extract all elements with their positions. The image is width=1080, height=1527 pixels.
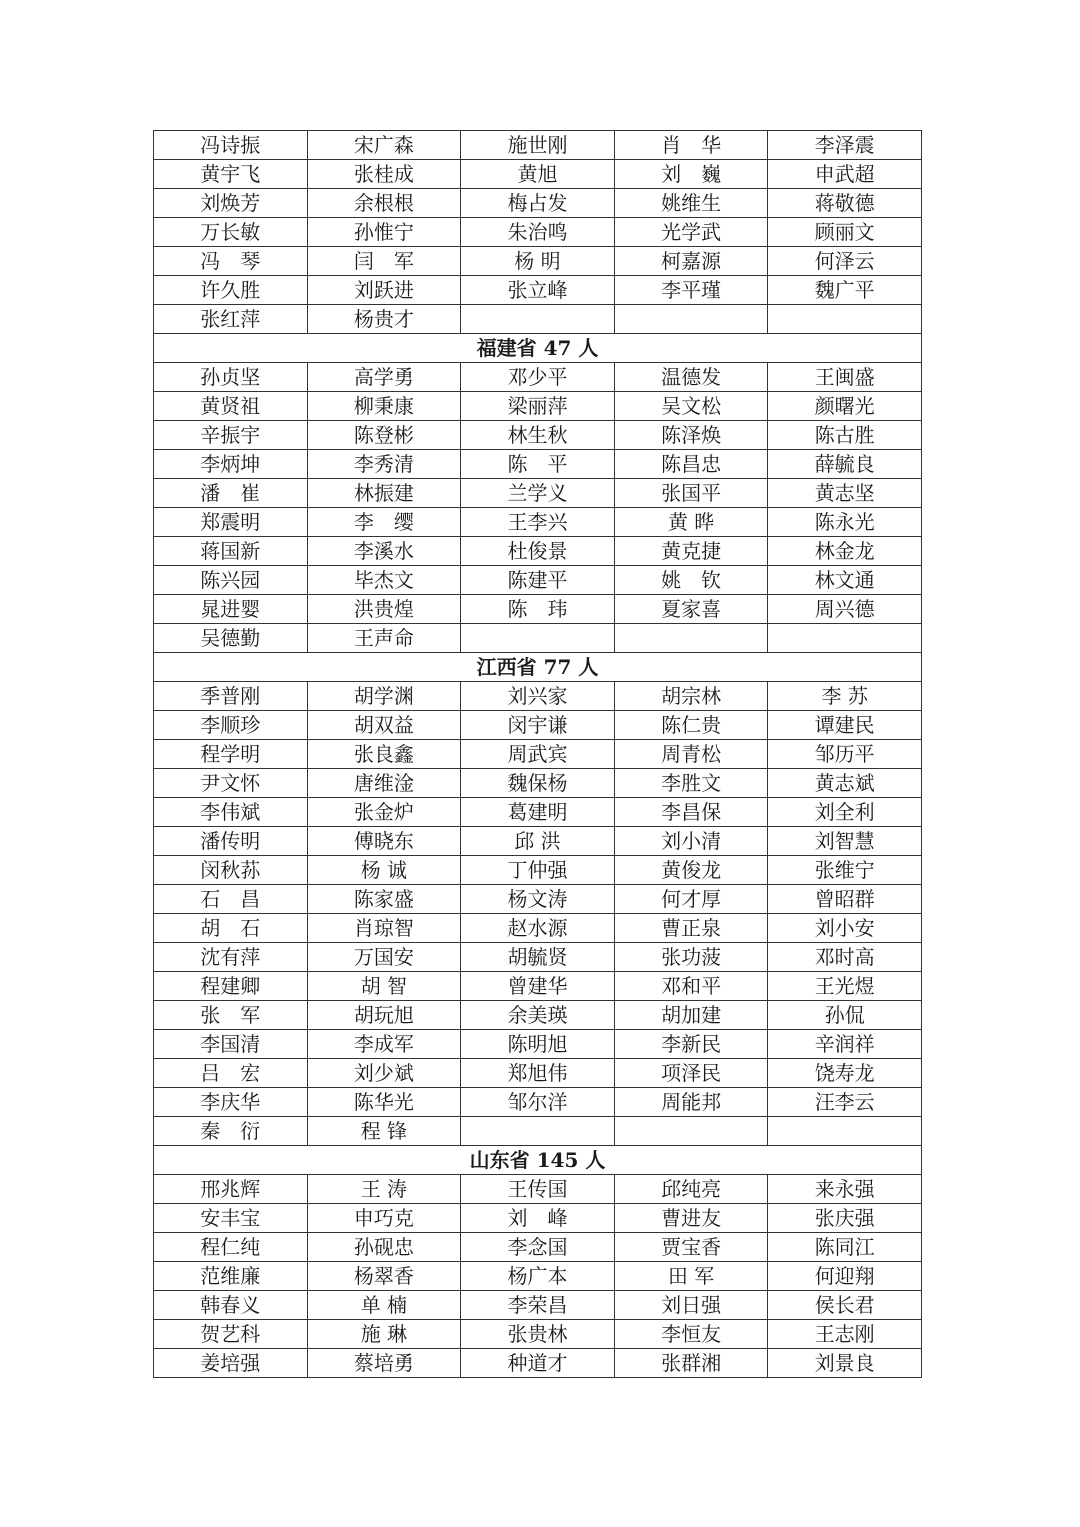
- name-cell: 陈 平: [461, 450, 615, 479]
- table-row: [154, 537, 922, 566]
- name-cell: 施世刚: [461, 131, 615, 160]
- name-cell: 胡玩旭: [307, 1001, 461, 1030]
- table-row: [154, 1175, 922, 1204]
- name-cell: 吕 宏: [154, 1059, 308, 1088]
- name-cell: 张维宁: [768, 856, 922, 885]
- name-cell: 梁丽萍: [461, 392, 615, 421]
- name-cell: 姜培强: [154, 1349, 308, 1378]
- name-cell: 刘景良: [768, 1349, 922, 1378]
- name-cell: 潘传明: [154, 827, 308, 856]
- table-row: [154, 1117, 922, 1146]
- name-cell: 朱治鸣: [461, 218, 615, 247]
- name-cell: [768, 305, 922, 334]
- name-cell: 张 军: [154, 1001, 308, 1030]
- name-cell: 刘兴家: [461, 682, 615, 711]
- name-cell: 冯 琴: [154, 247, 308, 276]
- table-row: [154, 479, 922, 508]
- name-cell: 种道才: [461, 1349, 615, 1378]
- name-cell: 陈泽焕: [614, 421, 768, 450]
- name-cell: 李秀清: [307, 450, 461, 479]
- name-cell: 夏家喜: [614, 595, 768, 624]
- name-cell: 曹进友: [614, 1204, 768, 1233]
- name-cell: 孙砚忠: [307, 1233, 461, 1262]
- name-cell: 张桂成: [307, 160, 461, 189]
- name-cell: 胡双益: [307, 711, 461, 740]
- name-cell: 张功菠: [614, 943, 768, 972]
- name-cell: 刘少斌: [307, 1059, 461, 1088]
- name-cell: 周能邦: [614, 1088, 768, 1117]
- name-cell: 何泽云: [768, 247, 922, 276]
- name-cell: 黄志坚: [768, 479, 922, 508]
- table-row: [154, 566, 922, 595]
- name-cell: 光学武: [614, 218, 768, 247]
- name-cell: 张贵林: [461, 1320, 615, 1349]
- name-cell: 冯诗振: [154, 131, 308, 160]
- name-cell: 柯嘉源: [614, 247, 768, 276]
- name-cell: 薛毓良: [768, 450, 922, 479]
- name-cell: 王李兴: [461, 508, 615, 537]
- name-cell: 安丰宝: [154, 1204, 308, 1233]
- table-row: [154, 595, 922, 624]
- table-row: [154, 798, 922, 827]
- name-cell: 蒋敬德: [768, 189, 922, 218]
- table-row: [154, 160, 922, 189]
- name-cell: 沈有萍: [154, 943, 308, 972]
- province-header-row: [154, 1146, 922, 1175]
- name-cell: 邓时高: [768, 943, 922, 972]
- name-cell: 余美瑛: [461, 1001, 615, 1030]
- table-row: [154, 247, 922, 276]
- name-cell: 刘全利: [768, 798, 922, 827]
- name-cell: 程仁纯: [154, 1233, 308, 1262]
- name-cell: 陈华光: [307, 1088, 461, 1117]
- name-cell: 田 军: [614, 1262, 768, 1291]
- name-cell: 季普刚: [154, 682, 308, 711]
- name-cell: 来永强: [768, 1175, 922, 1204]
- name-cell: 程 锋: [307, 1117, 461, 1146]
- name-cell: 王 涛: [307, 1175, 461, 1204]
- table-row: [154, 1059, 922, 1088]
- name-cell: 孙侃: [768, 1001, 922, 1030]
- name-cell: 李新民: [614, 1030, 768, 1059]
- name-cell: 杨贵才: [307, 305, 461, 334]
- name-cell: 杨 明: [461, 247, 615, 276]
- name-cell: 黄 晔: [614, 508, 768, 537]
- name-cell: 施 琳: [307, 1320, 461, 1349]
- name-cell: 李顺珍: [154, 711, 308, 740]
- name-cell: [461, 305, 615, 334]
- name-cell: [614, 1117, 768, 1146]
- name-cell: 蒋国新: [154, 537, 308, 566]
- table-row: [154, 508, 922, 537]
- name-cell: 何迎翔: [768, 1262, 922, 1291]
- name-cell: 辛润祥: [768, 1030, 922, 1059]
- name-cell: 黄克捷: [614, 537, 768, 566]
- table-row: [154, 914, 922, 943]
- table-row: [154, 131, 922, 160]
- name-cell: 汪李云: [768, 1088, 922, 1117]
- name-cell: 杨 诚: [307, 856, 461, 885]
- name-cell: 陈建平: [461, 566, 615, 595]
- table-row: [154, 1262, 922, 1291]
- table-row: [154, 1030, 922, 1059]
- name-cell: 周武宾: [461, 740, 615, 769]
- table-row: [154, 682, 922, 711]
- name-cell: 胡加建: [614, 1001, 768, 1030]
- name-cell: 石 昌: [154, 885, 308, 914]
- name-cell: 尹文怀: [154, 769, 308, 798]
- name-cell: 李成军: [307, 1030, 461, 1059]
- name-cell: 郑震明: [154, 508, 308, 537]
- table-row: [154, 305, 922, 334]
- name-cell: 闫 军: [307, 247, 461, 276]
- name-cell: 颜曙光: [768, 392, 922, 421]
- name-cell: 王光煜: [768, 972, 922, 1001]
- name-cell: 傅晓东: [307, 827, 461, 856]
- name-cell: 邱纯亮: [614, 1175, 768, 1204]
- name-cell: 刘焕芳: [154, 189, 308, 218]
- name-cell: [614, 305, 768, 334]
- name-cell: 吴德勤: [154, 624, 308, 653]
- name-cell: 陈古胜: [768, 421, 922, 450]
- name-cell: 宋广森: [307, 131, 461, 160]
- name-cell: 洪贵煌: [307, 595, 461, 624]
- name-cell: 韩春义: [154, 1291, 308, 1320]
- name-cell: 林文通: [768, 566, 922, 595]
- table-row: [154, 769, 922, 798]
- name-cell: 李庆华: [154, 1088, 308, 1117]
- name-cell: 邹历平: [768, 740, 922, 769]
- name-cell: 李昌保: [614, 798, 768, 827]
- name-cell: 张国平: [614, 479, 768, 508]
- name-cell: 唐维淦: [307, 769, 461, 798]
- name-cell: 刘小安: [768, 914, 922, 943]
- name-cell: 李泽震: [768, 131, 922, 160]
- name-cell: 陈明旭: [461, 1030, 615, 1059]
- name-cell: 潘 崔: [154, 479, 308, 508]
- name-cell: 余根根: [307, 189, 461, 218]
- name-cell: 孙惟宁: [307, 218, 461, 247]
- name-cell: 温德发: [614, 363, 768, 392]
- name-cell: 申巧克: [307, 1204, 461, 1233]
- name-cell: 曾昭群: [768, 885, 922, 914]
- name-cell: 秦 衍: [154, 1117, 308, 1146]
- name-cell: [461, 1117, 615, 1146]
- name-cell: 贾宝香: [614, 1233, 768, 1262]
- name-cell: 李恒友: [614, 1320, 768, 1349]
- name-cell: 申武超: [768, 160, 922, 189]
- name-cell: 曾建华: [461, 972, 615, 1001]
- name-cell: 李伟斌: [154, 798, 308, 827]
- name-cell: 葛建明: [461, 798, 615, 827]
- name-cell: 高学勇: [307, 363, 461, 392]
- name-cell: 周兴德: [768, 595, 922, 624]
- name-cell: 何才厚: [614, 885, 768, 914]
- name-cell: 李 苏: [768, 682, 922, 711]
- name-cell: 杜俊景: [461, 537, 615, 566]
- name-cell: 程学明: [154, 740, 308, 769]
- table-row: [154, 1291, 922, 1320]
- table-row: [154, 1349, 922, 1378]
- table-row: [154, 1233, 922, 1262]
- name-cell: 姚维生: [614, 189, 768, 218]
- table-row: [154, 421, 922, 450]
- name-cell: 李荣昌: [461, 1291, 615, 1320]
- name-cell: 杨广本: [461, 1262, 615, 1291]
- name-cell: 万国安: [307, 943, 461, 972]
- name-cell: 张庆强: [768, 1204, 922, 1233]
- name-cell: 顾丽文: [768, 218, 922, 247]
- name-cell: 杨翠香: [307, 1262, 461, 1291]
- name-cell: 王志刚: [768, 1320, 922, 1349]
- name-cell: 陈永光: [768, 508, 922, 537]
- table-row: [154, 1088, 922, 1117]
- province-header-row: [154, 653, 922, 682]
- name-cell: 陈家盛: [307, 885, 461, 914]
- name-cell: 张良鑫: [307, 740, 461, 769]
- name-cell: 林生秋: [461, 421, 615, 450]
- name-cell: 邱 洪: [461, 827, 615, 856]
- name-cell: 周青松: [614, 740, 768, 769]
- name-cell: 陈兴园: [154, 566, 308, 595]
- name-cell: 王闽盛: [768, 363, 922, 392]
- name-cell: 邓和平: [614, 972, 768, 1001]
- table-row: [154, 972, 922, 1001]
- name-cell: 杨文涛: [461, 885, 615, 914]
- table-row: [154, 885, 922, 914]
- name-cell: 胡毓贤: [461, 943, 615, 972]
- name-cell: 李平瑾: [614, 276, 768, 305]
- name-cell: 辛振宇: [154, 421, 308, 450]
- table-row: [154, 363, 922, 392]
- name-cell: 黄宇飞: [154, 160, 308, 189]
- name-cell: 项泽民: [614, 1059, 768, 1088]
- name-cell: 魏广平: [768, 276, 922, 305]
- table-row: [154, 827, 922, 856]
- name-cell: 刘智慧: [768, 827, 922, 856]
- name-cell: 王传国: [461, 1175, 615, 1204]
- table-row: [154, 276, 922, 305]
- name-cell: 曹正泉: [614, 914, 768, 943]
- table-row: [154, 740, 922, 769]
- name-cell: 李念国: [461, 1233, 615, 1262]
- name-cell: 胡学渊: [307, 682, 461, 711]
- table-row: [154, 218, 922, 247]
- name-cell: 闵宇谦: [461, 711, 615, 740]
- name-cell: 赵水源: [461, 914, 615, 943]
- name-cell: 许久胜: [154, 276, 308, 305]
- name-cell: 刘小清: [614, 827, 768, 856]
- name-cell: 孙贞坚: [154, 363, 308, 392]
- name-cell: 刘日强: [614, 1291, 768, 1320]
- name-cell: 胡 石: [154, 914, 308, 943]
- name-cell: 陈昌忠: [614, 450, 768, 479]
- name-cell: 刘跃进: [307, 276, 461, 305]
- name-cell: 吴文松: [614, 392, 768, 421]
- name-cell: 魏保杨: [461, 769, 615, 798]
- name-cell: [768, 1117, 922, 1146]
- table-row: [154, 1001, 922, 1030]
- name-cell: 单 楠: [307, 1291, 461, 1320]
- name-cell: 刘 峰: [461, 1204, 615, 1233]
- name-cell: 闵秋荪: [154, 856, 308, 885]
- name-cell: 胡 智: [307, 972, 461, 1001]
- name-cell: 李 缨: [307, 508, 461, 537]
- table-body: [154, 131, 922, 1378]
- name-cell: 晁进婴: [154, 595, 308, 624]
- name-cell: 李溪水: [307, 537, 461, 566]
- name-cell: 黄贤祖: [154, 392, 308, 421]
- name-cell: 刘 巍: [614, 160, 768, 189]
- name-cell: [461, 624, 615, 653]
- name-cell: 李国清: [154, 1030, 308, 1059]
- name-cell: 姚 钦: [614, 566, 768, 595]
- name-cell: 黄志斌: [768, 769, 922, 798]
- name-cell: 邓少平: [461, 363, 615, 392]
- name-cell: 张红萍: [154, 305, 308, 334]
- name-cell: 柳秉康: [307, 392, 461, 421]
- table-row: [154, 189, 922, 218]
- name-cell: 兰学义: [461, 479, 615, 508]
- name-cell: 贺艺科: [154, 1320, 308, 1349]
- name-cell: 万长敏: [154, 218, 308, 247]
- name-cell: 张金炉: [307, 798, 461, 827]
- table-row: [154, 1204, 922, 1233]
- province-heading: 山东省 145 人: [154, 1146, 922, 1175]
- name-cell: 郑旭伟: [461, 1059, 615, 1088]
- table-row: [154, 711, 922, 740]
- table-row: [154, 392, 922, 421]
- name-cell: 程建卿: [154, 972, 308, 1001]
- name-cell: 肖 华: [614, 131, 768, 160]
- table-row: [154, 856, 922, 885]
- name-cell: 邢兆辉: [154, 1175, 308, 1204]
- name-cell: 张群湘: [614, 1349, 768, 1378]
- name-cell: [768, 624, 922, 653]
- province-heading: 福建省 47 人: [154, 334, 922, 363]
- name-cell: 林金龙: [768, 537, 922, 566]
- name-cell: 胡宗林: [614, 682, 768, 711]
- name-cell: 陈仁贵: [614, 711, 768, 740]
- name-cell: 陈同江: [768, 1233, 922, 1262]
- name-cell: 陈 玮: [461, 595, 615, 624]
- name-cell: 范维廉: [154, 1262, 308, 1291]
- name-cell: 丁仲强: [461, 856, 615, 885]
- table-row: [154, 624, 922, 653]
- name-cell: 李炳坤: [154, 450, 308, 479]
- name-cell: [614, 624, 768, 653]
- province-header-row: [154, 334, 922, 363]
- name-cell: 谭建民: [768, 711, 922, 740]
- name-cell: 林振建: [307, 479, 461, 508]
- name-cell: 陈登彬: [307, 421, 461, 450]
- name-cell: 蔡培勇: [307, 1349, 461, 1378]
- name-cell: 毕杰文: [307, 566, 461, 595]
- name-cell: 饶寿龙: [768, 1059, 922, 1088]
- table-row: [154, 1320, 922, 1349]
- name-cell: 梅占发: [461, 189, 615, 218]
- table-row: [154, 450, 922, 479]
- name-cell: 李胜文: [614, 769, 768, 798]
- name-cell: 侯长君: [768, 1291, 922, 1320]
- name-cell: 黄俊龙: [614, 856, 768, 885]
- name-cell: 肖琼智: [307, 914, 461, 943]
- province-heading: 江西省 77 人: [154, 653, 922, 682]
- name-list-table: [153, 130, 922, 1378]
- name-cell: 黄旭: [461, 160, 615, 189]
- name-cell: 张立峰: [461, 276, 615, 305]
- name-cell: 邹尔洋: [461, 1088, 615, 1117]
- name-cell: 王声命: [307, 624, 461, 653]
- table-row: [154, 943, 922, 972]
